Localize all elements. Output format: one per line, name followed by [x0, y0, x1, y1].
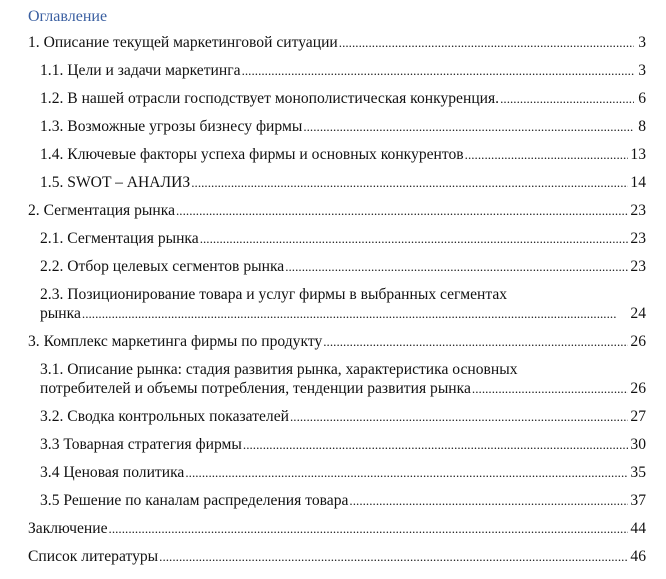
toc-entry-row — [28, 332, 646, 351]
toc-dot-leader — [465, 145, 629, 164]
toc-entry-row — [40, 229, 646, 248]
toc-entry-row — [28, 519, 646, 538]
toc-dot-leader — [159, 547, 628, 566]
toc-entry-text: 1.3. Возможные угрозы бизнесу фирмы — [40, 118, 303, 135]
toc-entry-row — [28, 201, 646, 220]
toc-entry-row — [40, 379, 646, 398]
toc-entry[interactable] — [28, 29, 646, 57]
toc-page-number: 44 — [630, 520, 646, 537]
toc-dot-leader — [200, 229, 629, 248]
toc-entry-text: 3.4 Ценовая политика — [40, 464, 185, 481]
toc-entry-text: потребителей и объемы потребления, тенденции развития рынка — [40, 380, 471, 397]
toc-dot-leader — [472, 379, 628, 398]
toc-dot-leader — [500, 89, 634, 108]
toc-entry[interactable] — [28, 197, 646, 225]
toc-entry-text: 1.2. В нашей отрасли господствует монополистическая конкуренция. — [40, 90, 500, 107]
toc-page-number: 37 — [630, 492, 646, 509]
toc-entry-text: 2.2. Отбор целевых сегментов рынка — [40, 258, 285, 275]
toc-page-number: 23 — [630, 230, 646, 247]
toc-entry-row — [40, 117, 646, 136]
toc-entry-text: рынка — [40, 305, 81, 322]
toc-entry-text: 1.1. Цели и задачи маркетинга — [40, 62, 241, 79]
toc-entry[interactable] — [28, 515, 646, 543]
toc-entry[interactable] — [28, 328, 646, 356]
toc-entry-text-line1: 2.3. Позиционирование товара и услуг фирмы в выбранных сегментах — [40, 286, 508, 303]
toc-entry-text: 2. Сегментация рынка — [28, 202, 175, 219]
toc-entry-text: 3.2. Сводка контрольных показателей — [40, 408, 289, 425]
toc-entry[interactable] — [28, 487, 646, 515]
toc-entry-row — [40, 304, 646, 323]
toc-page-number: 13 — [630, 146, 646, 163]
toc-entry-text: 1. Описание текущей маркетинговой ситуации — [28, 34, 338, 51]
toc-entry-row — [40, 145, 646, 164]
toc-entry-row — [40, 89, 646, 108]
toc-page-number: 6 — [638, 90, 646, 107]
toc-page-number: 30 — [630, 436, 646, 453]
toc-entry-row — [40, 407, 646, 426]
toc-dot-leader — [243, 435, 629, 454]
toc-entry[interactable] — [28, 141, 646, 169]
toc-page-number: 23 — [630, 202, 646, 219]
toc-entry-row — [40, 435, 646, 454]
toc-entry-row — [40, 173, 646, 192]
toc-page-number: 23 — [630, 258, 646, 275]
toc-entry[interactable] — [28, 403, 646, 431]
toc-entry-text: 2.1. Сегментация рынка — [40, 230, 199, 247]
toc-entry-row — [28, 33, 646, 52]
toc-page-number: 27 — [630, 408, 646, 425]
toc-dot-leader — [303, 117, 634, 136]
toc-page-number: 3 — [638, 34, 646, 51]
toc-dot-leader — [185, 463, 628, 482]
toc-title: Оглавление — [28, 8, 108, 25]
toc-entry-text: 1.5. SWOT – АНАЛИЗ — [40, 174, 191, 191]
table-of-contents — [28, 29, 646, 571]
toc-entry-text: Заключение — [28, 520, 108, 537]
toc-entry-row — [40, 491, 646, 510]
toc-entry[interactable] — [28, 431, 646, 459]
toc-entry-row — [28, 547, 646, 566]
toc-page-number: 8 — [638, 118, 646, 135]
toc-dot-leader — [290, 407, 628, 426]
toc-entry-text: 1.4. Ключевые факторы успеха фирмы и основных конкурентов — [40, 146, 464, 163]
toc-page-number: 24 — [630, 305, 646, 322]
toc-dot-leader — [349, 491, 628, 510]
toc-entry-row — [40, 463, 646, 482]
toc-entry[interactable] — [28, 543, 646, 571]
toc-dot-leader — [323, 332, 628, 351]
toc-page-number: 3 — [638, 62, 646, 79]
toc-dot-leader — [339, 33, 634, 52]
toc-page-number: 26 — [630, 333, 646, 350]
toc-page-number: 35 — [630, 464, 646, 481]
toc-entry[interactable] — [28, 85, 646, 113]
toc-dot-leader — [176, 201, 628, 220]
toc-dot-leader — [285, 257, 628, 276]
toc-entry[interactable] — [28, 57, 646, 85]
toc-entry-text-line1: 3.1. Описание рынка: стадия развития рынка, характеристика основных — [40, 361, 518, 378]
toc-entry-text: Список литературы — [28, 548, 159, 565]
toc-entry[interactable] — [28, 281, 646, 328]
toc-dot-leader — [242, 61, 634, 80]
toc-entry-text: 3. Комплекс маркетинга фирмы по продукту — [28, 333, 323, 350]
toc-dot-leader — [109, 519, 629, 538]
toc-entry[interactable] — [28, 356, 646, 403]
toc-page-number: 46 — [630, 548, 646, 565]
toc-entry-row — [40, 61, 646, 80]
toc-entry[interactable] — [28, 459, 646, 487]
toc-dot-leader — [191, 173, 628, 192]
toc-page-number: 26 — [630, 380, 646, 397]
toc-entry[interactable] — [28, 225, 646, 253]
toc-entry[interactable] — [28, 113, 646, 141]
toc-entry-text: 3.3 Товарная стратегия фирмы — [40, 436, 242, 453]
toc-dot-leader — [82, 304, 629, 323]
toc-entry-row — [40, 257, 646, 276]
toc-entry-text: 3.5 Решение по каналам распределения товара — [40, 492, 349, 509]
toc-entry[interactable] — [28, 253, 646, 281]
toc-entry[interactable] — [28, 169, 646, 197]
toc-page-number: 14 — [630, 174, 646, 191]
